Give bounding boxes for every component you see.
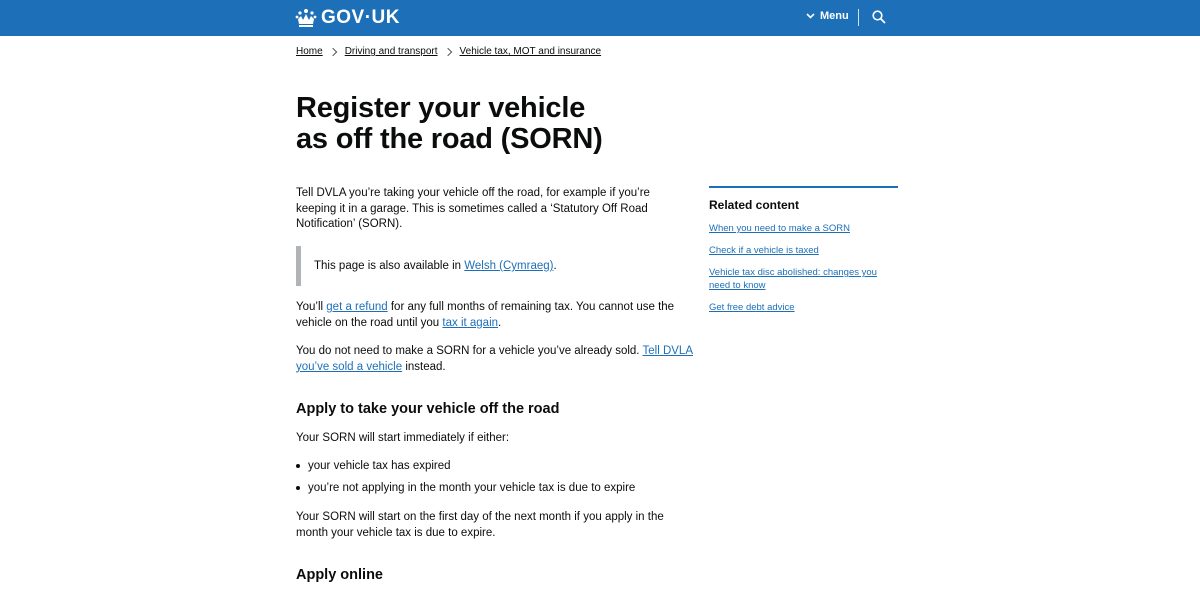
site-header: [0, 0, 1200, 36]
refund-paragraph: [296, 300, 696, 331]
page-title-line1: Register your vehicle: [296, 92, 586, 124]
breadcrumb-vehicle-tax[interactable]: Vehicle tax, MOT and insurance: [459, 46, 602, 57]
intro-line: Notification’ (SORN).: [296, 218, 403, 230]
intro-line: keeping it in a garage. This is sometimes called a ‘Statutory Off Road: [296, 202, 648, 215]
chevron-down-icon: [806, 13, 815, 19]
breadcrumb-separator: [328, 47, 336, 55]
refund-text: You’ll: [296, 301, 327, 313]
related-content-border: [709, 186, 898, 188]
inset-border: [296, 246, 301, 286]
intro-line: Tell DVLA you’re taking your vehicle off the road, for example if you’re: [296, 187, 650, 199]
apply-section-heading: Apply to take your vehicle off the road: [296, 401, 560, 417]
apply-note: [296, 510, 696, 541]
related-link-text: need to know: [709, 279, 766, 291]
apply-online-heading: Apply online: [296, 567, 383, 583]
page-title: [296, 93, 656, 155]
related-link-when-sorn[interactable]: When you need to make a SORN: [709, 223, 850, 234]
govuk-logo-link[interactable]: [295, 7, 400, 29]
apply-intro: Your SORN will start immediately if either:: [296, 432, 510, 444]
breadcrumb-home[interactable]: Home: [296, 46, 323, 57]
sold-text: instead.: [402, 360, 446, 373]
breadcrumb-separator: [443, 47, 451, 55]
apply-note-line: Your SORN will start on the first day of the next month if you apply in the: [296, 511, 664, 523]
page-title-line2: as off the road (SORN): [296, 123, 603, 155]
breadcrumb: [296, 46, 601, 57]
tell-dvla-sold-link[interactable]: Tell DVLA: [642, 345, 693, 357]
logo-text: GOV·UK: [321, 7, 400, 28]
related-link-tax-disc-abolished[interactable]: [709, 267, 889, 292]
list-item: [296, 482, 635, 494]
menu-button[interactable]: [806, 10, 849, 22]
sold-text: You do not need to make a SORN for a vehicle you’ve already sold.: [296, 345, 643, 357]
tax-it-again-link[interactable]: tax it again: [442, 316, 499, 329]
related-link-debt-advice[interactable]: Get free debt advice: [709, 302, 795, 313]
language-inset: [314, 259, 557, 275]
inset-suffix: .: [553, 260, 557, 272]
apply-note-line: month your vehicle tax is due to expire.: [296, 526, 496, 539]
search-icon[interactable]: [872, 10, 886, 24]
related-link-check-taxed[interactable]: Check if a vehicle is taxed: [709, 245, 819, 256]
get-a-refund-link[interactable]: get a refund: [326, 301, 388, 313]
inset-prefix: This page is also available in: [314, 260, 465, 272]
intro-paragraph: [296, 186, 696, 233]
tell-dvla-sold-link[interactable]: you’ve sold a vehicle: [296, 360, 403, 373]
refund-text: .: [498, 316, 502, 329]
list-item-text: your vehicle tax has expired: [308, 460, 451, 472]
welsh-language-link[interactable]: Welsh (Cymraeg): [464, 260, 554, 272]
list-item: [296, 460, 451, 472]
bullet-dot: [296, 486, 300, 490]
sold-paragraph: [296, 344, 696, 375]
refund-text: for any full months of remaining tax. You cannot use the: [387, 301, 675, 313]
header-divider: [858, 9, 859, 26]
related-content-title: Related content: [709, 198, 800, 212]
related-link-text: Vehicle tax disc abolished: changes you: [709, 267, 877, 278]
breadcrumb-driving-and-transport[interactable]: Driving and transport: [344, 46, 438, 57]
list-item-text: you’re not applying in the month your vehicle tax is due to expire: [308, 482, 636, 494]
menu-label: Menu: [820, 10, 849, 22]
refund-text: vehicle on the road until you: [296, 316, 443, 329]
bullet-dot: [296, 464, 300, 468]
crown-icon: [295, 8, 317, 28]
